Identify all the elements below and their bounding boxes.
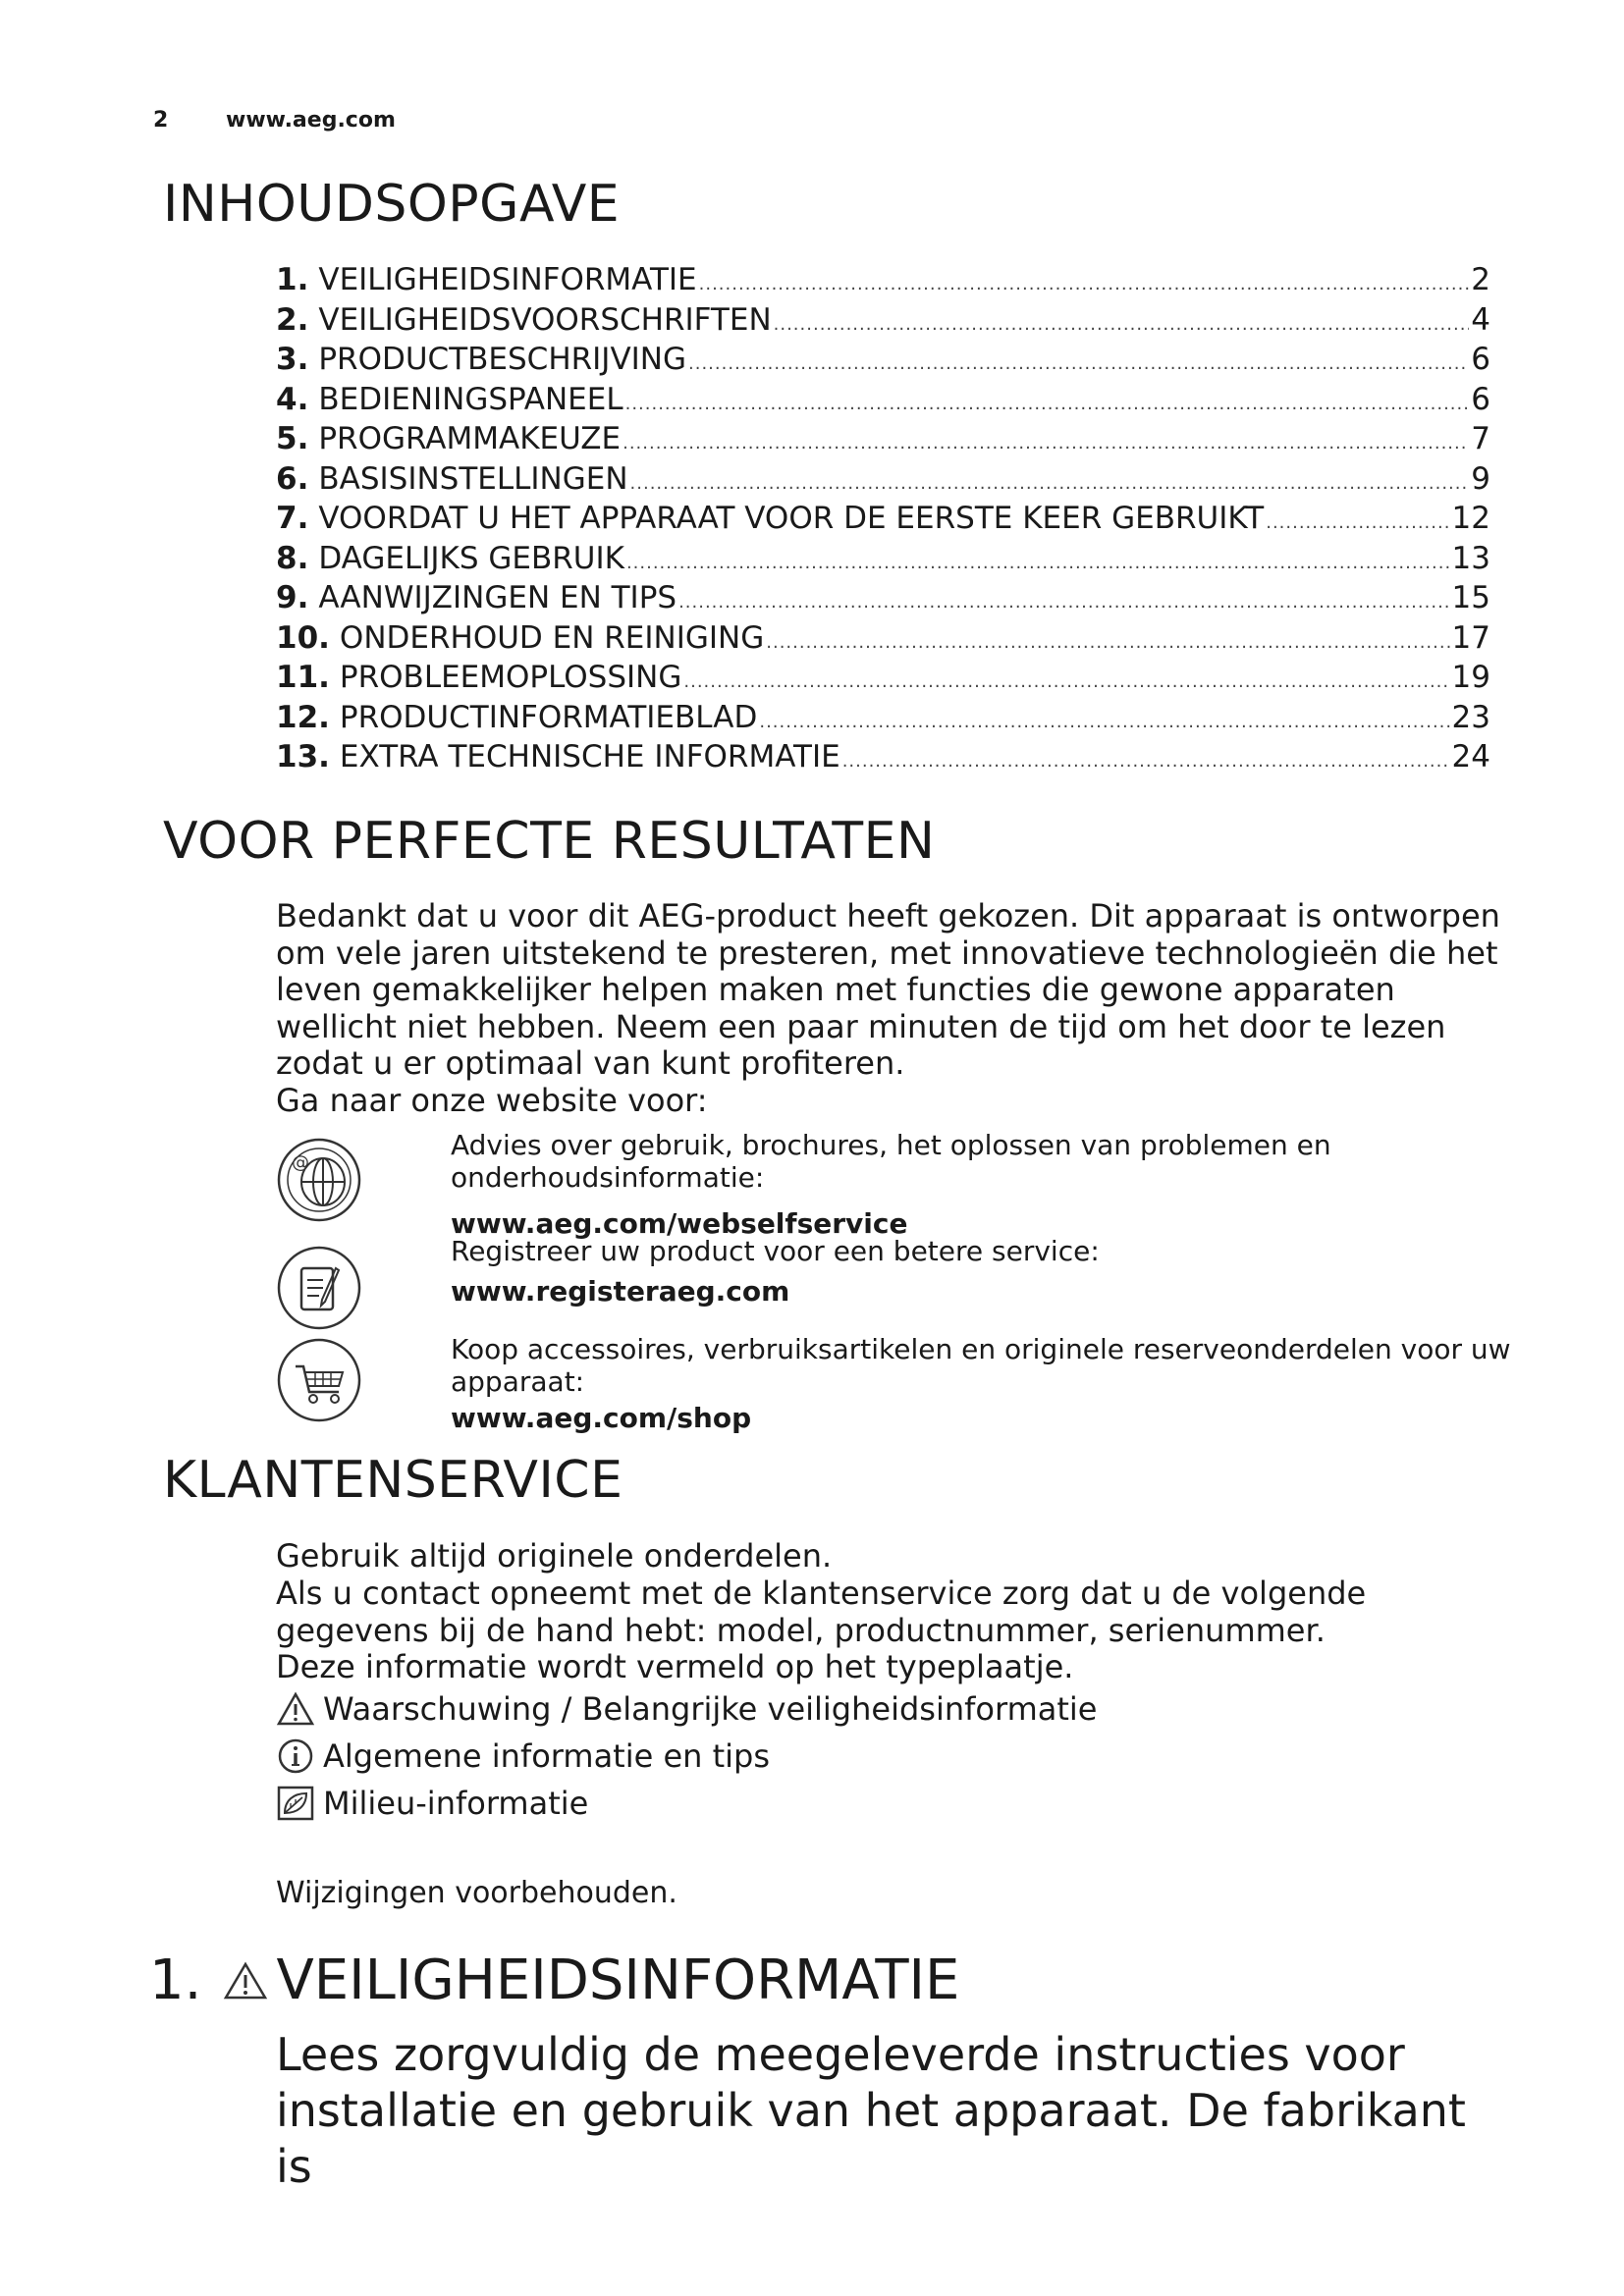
toc-item[interactable] (276, 739, 1490, 779)
toc-leader-dots (688, 342, 1469, 377)
legend-warning (276, 1690, 1097, 1728)
legend-environment (276, 1785, 588, 1822)
changes-note: Wijzigingen voorbehouden. (276, 1876, 677, 1910)
toc-item-number: 1. (276, 262, 309, 297)
toc-item-number: 3. (276, 342, 309, 377)
toc-leader-dots (678, 580, 1449, 615)
register-link[interactable]: www.registeraeg.com (451, 1275, 790, 1308)
toc-leader-dots (625, 382, 1470, 417)
website-intro: Ga naar onze website voor: (276, 1082, 708, 1119)
toc-item[interactable] (276, 421, 1490, 461)
toc-item[interactable] (276, 382, 1490, 422)
section-1-heading (149, 1949, 959, 2012)
section-number: 1. (149, 1949, 202, 2012)
toc-leader-dots (683, 660, 1449, 695)
service-line-3: Deze informatie wordt vermeld op het typeplaatje. (276, 1648, 1074, 1685)
link-description: Koop accessoires, verbruiksartikelen en originele reserveonderdelen voor uw apparaat: (451, 1333, 1511, 1398)
service-line-1: Gebruik altijd originele onderdelen. (276, 1537, 833, 1575)
toc-title: INHOUDSOPGAVE (163, 175, 621, 234)
leaf-icon (276, 1785, 315, 1822)
toc-item-number: 13. (276, 739, 330, 774)
page-number: 2 (153, 108, 169, 133)
toc-item-page: 9 (1471, 460, 1490, 497)
toc-item-page: 24 (1451, 739, 1490, 774)
toc-leader-dots (766, 620, 1449, 656)
toc-item[interactable] (276, 541, 1490, 581)
toc-item-page: 6 (1471, 381, 1490, 417)
section-1-intro: Lees zorgvuldig de meegeleverde instructies voor installatie en gebruik van het apparaat. De fabrikant is (276, 2028, 1466, 2193)
register-icon (276, 1245, 362, 1331)
toc-leader-dots (626, 541, 1450, 576)
legend-label: Waarschuwing / Belangrijke veiligheidsinformatie (323, 1690, 1098, 1728)
table-of-contents (276, 262, 1490, 779)
toc-item-page: 17 (1451, 619, 1490, 656)
toc-item-label: BASISINSTELLINGEN (318, 460, 628, 497)
toc-item-label: VOORDAT U HET APPARAAT VOOR DE EERSTE KEER GEBRUIKT (318, 501, 1265, 536)
page-header (153, 108, 396, 133)
toc-item[interactable] (276, 342, 1490, 382)
legend-label: Milieu-informatie (323, 1785, 589, 1822)
perfect-results-title: VOOR PERFECTE RESULTATEN (163, 812, 936, 871)
section-title: VEILIGHEIDSINFORMATIE (276, 1949, 960, 2012)
toc-leader-dots (759, 700, 1449, 735)
toc-item[interactable] (276, 700, 1490, 740)
toc-item-label: DAGELIJKS GEBRUIK (318, 540, 624, 576)
perfect-results-body: Bedankt dat u voor dit AEG-product heeft gekozen. Dit apparaat is ontworpen om vele jaren uitstekend te presteren, met innovatieve technologieën die het leven gemakkelijker helpen maken met functies die gewone apparaten wellicht niet hebben. Neem een paar minuten de tijd om het door te lezen zodat u er optimaal van kunt profiteren. (276, 897, 1500, 1082)
legend-info (276, 1737, 770, 1775)
toc-item-page: 19 (1451, 660, 1490, 695)
link-description: Registreer uw product voor een betere service: (451, 1235, 1100, 1267)
toc-item-number: 4. (276, 381, 309, 417)
shop-link[interactable]: www.aeg.com/shop (451, 1402, 752, 1434)
toc-item-label: VEILIGHEIDSVOORSCHRIFTEN (318, 301, 772, 338)
toc-item-page: 4 (1471, 301, 1490, 338)
toc-item-page: 2 (1471, 262, 1490, 297)
toc-item-label: BEDIENINGSPANEEL (318, 381, 623, 417)
toc-leader-dots (623, 421, 1469, 456)
toc-leader-dots (1266, 501, 1449, 536)
toc-item-page: 15 (1451, 580, 1490, 615)
link-description: Advies over gebruik, brochures, het oplossen van problemen en onderhoudsinformatie: (451, 1129, 1331, 1194)
toc-item-label: PROGRAMMAKEUZE (318, 421, 622, 456)
toc-item-number: 10. (276, 619, 330, 656)
toc-item[interactable] (276, 620, 1490, 661)
toc-item-number: 5. (276, 421, 309, 456)
toc-item-label: PROBLEEMOPLOSSING (339, 660, 682, 695)
toc-item[interactable] (276, 302, 1490, 343)
toc-item[interactable] (276, 660, 1490, 700)
toc-leader-dots (630, 461, 1470, 497)
toc-item-page: 6 (1471, 342, 1490, 377)
toc-leader-dots (774, 302, 1470, 338)
toc-item-label: VEILIGHEIDSINFORMATIE (318, 262, 697, 297)
toc-item-number: 11. (276, 660, 330, 695)
toc-item-page: 13 (1451, 540, 1490, 576)
cart-icon (276, 1337, 362, 1423)
toc-item-number: 2. (276, 301, 309, 338)
webselfservice-link[interactable]: www.aeg.com/webselfservice (451, 1207, 908, 1240)
globe-icon (276, 1137, 362, 1223)
toc-item-number: 9. (276, 580, 309, 615)
toc-item-label: PRODUCTBESCHRIJVING (318, 342, 687, 377)
toc-leader-dots (842, 739, 1450, 774)
toc-item-page: 23 (1451, 699, 1490, 735)
toc-item-page: 7 (1471, 421, 1490, 456)
toc-item-number: 7. (276, 501, 309, 536)
toc-item-label: AANWIJZINGEN EN TIPS (318, 580, 677, 615)
service-line-2: Als u contact opneemt met de klantenservice zorg dat u de volgende gegevens bij de hand hebt: model, productnummer, serienummer. (276, 1575, 1367, 1649)
toc-item[interactable] (276, 580, 1490, 620)
svg-text:@: @ (292, 1152, 309, 1173)
toc-item-number: 12. (276, 699, 330, 735)
toc-item[interactable] (276, 262, 1490, 302)
toc-item-number: 6. (276, 460, 309, 497)
legend-label: Algemene informatie en tips (323, 1737, 771, 1775)
warning-icon (223, 1961, 268, 2001)
toc-item-label: ONDERHOUD EN REINIGING (339, 619, 765, 656)
warning-icon (276, 1691, 315, 1727)
site-url[interactable]: www.aeg.com (226, 108, 396, 133)
toc-item-page: 12 (1451, 501, 1490, 536)
toc-item-label: PRODUCTINFORMATIEBLAD (339, 699, 758, 735)
toc-item[interactable] (276, 501, 1490, 541)
info-icon (276, 1737, 315, 1775)
service-title: KLANTENSERVICE (163, 1451, 623, 1510)
toc-item-label: EXTRA TECHNISCHE INFORMATIE (339, 739, 840, 774)
toc-leader-dots (699, 262, 1470, 297)
toc-item[interactable] (276, 461, 1490, 502)
toc-item-number: 8. (276, 540, 309, 576)
